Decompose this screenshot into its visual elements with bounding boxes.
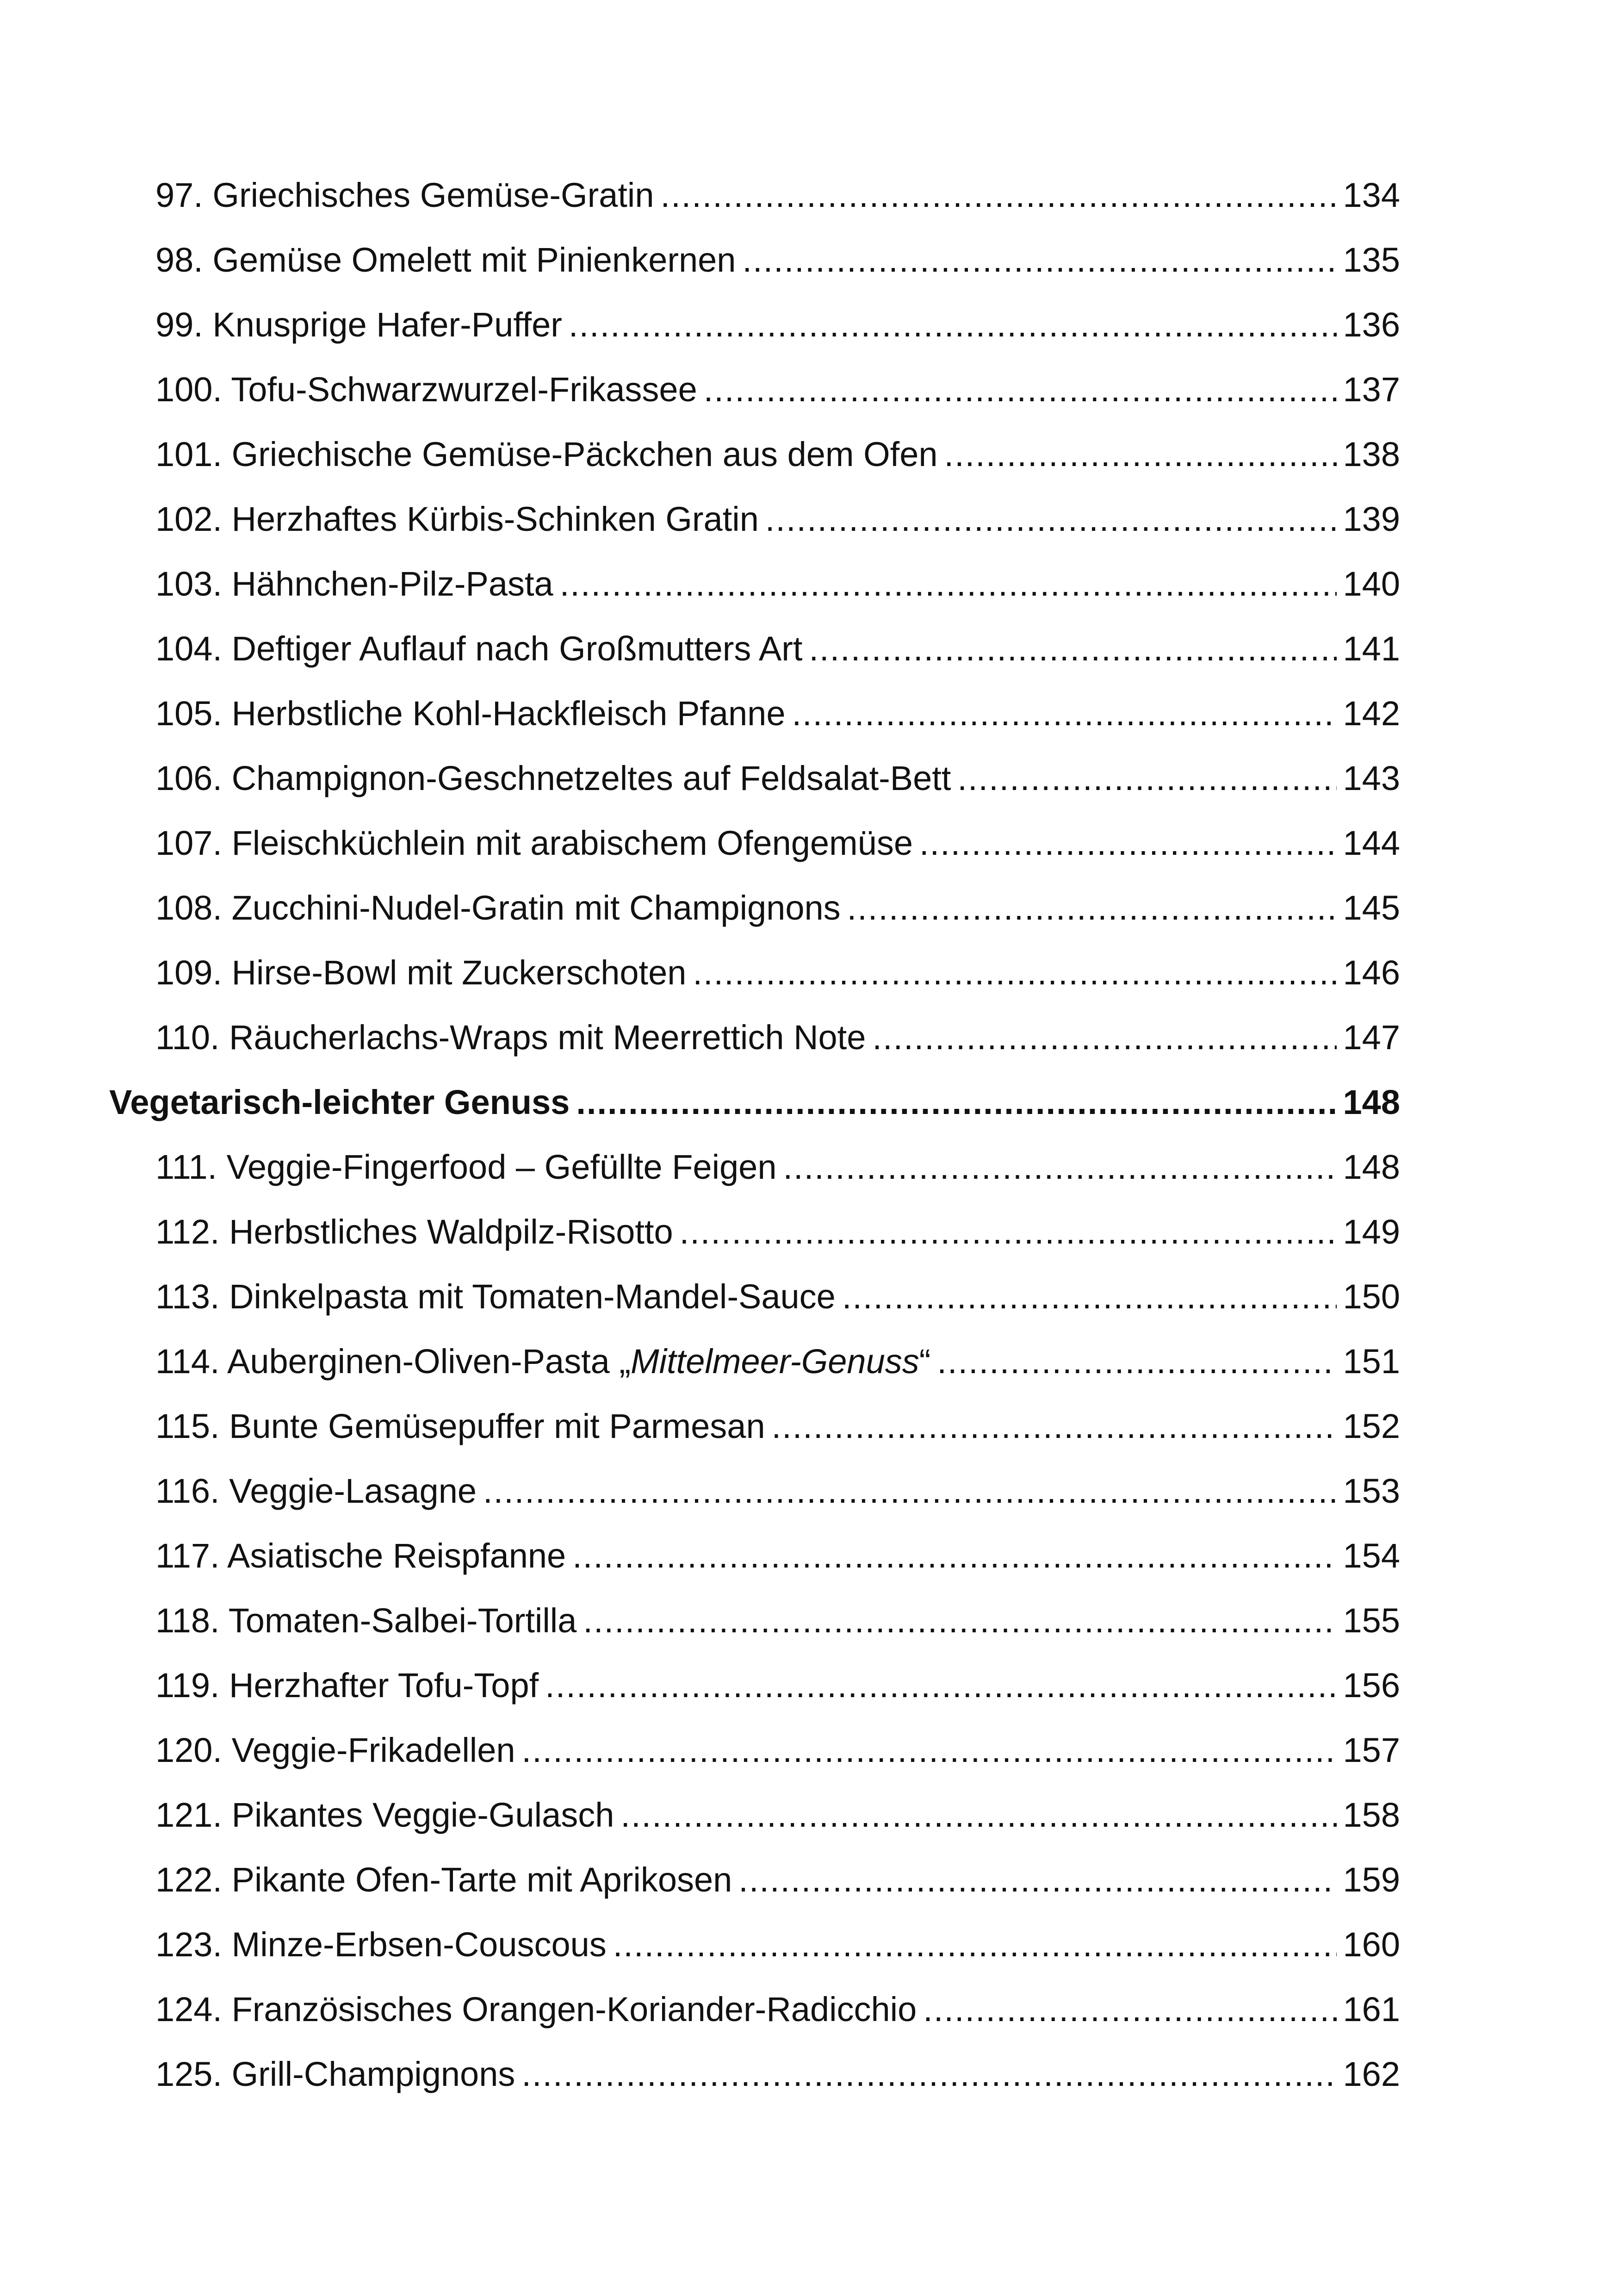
- toc-entry-title: 112. Herbstliches Waldpilz-Risotto: [155, 1213, 673, 1251]
- toc-entry-title: 102. Herzhaftes Kürbis-Schinken Gratin: [155, 500, 759, 538]
- dot-leader: [919, 811, 1337, 876]
- toc-entry-112[interactable]: [109, 1200, 1400, 1264]
- toc-entry-title: 124. Französisches Orangen-Koriander-Radicchio: [155, 1990, 917, 2028]
- toc-entry-title: 105. Herbstliche Kohl-Hackfleisch Pfanne: [155, 694, 786, 733]
- dot-leader: [572, 1524, 1336, 1588]
- toc-entry-title: 99. Knusprige Hafer-Puffer: [155, 305, 562, 344]
- toc-entry-title: 123. Minze-Erbsen-Couscous: [155, 1925, 607, 1964]
- toc-page-number: 141: [1343, 629, 1400, 668]
- toc-page-number: 146: [1343, 953, 1400, 992]
- toc-entry-title: 108. Zucchini-Nudel-Gratin mit Champignons: [155, 889, 841, 927]
- dot-leader: [545, 1653, 1336, 1718]
- toc-page-number: 162: [1343, 2055, 1400, 2093]
- toc-entry-title: 104. Deftiger Auflauf nach Großmutters Art: [155, 629, 803, 668]
- dot-leader: [742, 228, 1336, 292]
- toc-entry-125[interactable]: [109, 2042, 1400, 2107]
- toc-page-number: 150: [1343, 1277, 1400, 1316]
- toc-page-number: 144: [1343, 824, 1400, 862]
- dot-leader: [483, 1459, 1337, 1524]
- toc-entry-124[interactable]: [109, 1977, 1400, 2042]
- toc-entry-121[interactable]: [109, 1783, 1400, 1848]
- toc-entry-title: 100. Tofu-Schwarzwurzel-Frikassee: [155, 370, 697, 409]
- toc-entry-title-suffix: “: [919, 1342, 931, 1381]
- toc-entry-100[interactable]: [109, 357, 1400, 422]
- dot-leader: [842, 1264, 1337, 1329]
- toc-page-number: 152: [1343, 1407, 1400, 1445]
- toc-page-number: 159: [1343, 1860, 1400, 1899]
- toc-page-number: 156: [1343, 1666, 1400, 1705]
- toc-entry-title: 125. Grill-Champignons: [155, 2055, 515, 2093]
- toc-page-number: 137: [1343, 370, 1400, 409]
- toc-entry-title: [155, 1329, 930, 1394]
- toc-entry-title: 107. Fleischküchlein mit arabischem Ofengemüse: [155, 824, 913, 862]
- table-of-contents: [109, 163, 1400, 2107]
- dot-leader: [560, 552, 1337, 616]
- toc-page-number: 161: [1343, 1990, 1400, 2028]
- toc-entry-title: 121. Pikantes Veggie-Gulasch: [155, 1796, 614, 1834]
- toc-page-number: 140: [1343, 565, 1400, 603]
- toc-page-number: 139: [1343, 500, 1400, 538]
- dot-leader: [613, 1912, 1337, 1977]
- toc-entry-title: 116. Veggie-Lasagne: [155, 1472, 477, 1510]
- toc-entry-102[interactable]: [109, 487, 1400, 552]
- toc-page-number: 160: [1343, 1925, 1400, 1964]
- toc-entry-title: 98. Gemüse Omelett mit Pinienkernen: [155, 241, 736, 279]
- dot-leader: [783, 1135, 1336, 1200]
- toc-entry-title: 117. Asiatische Reispfanne: [155, 1537, 566, 1575]
- toc-page-number: 138: [1343, 435, 1400, 473]
- dot-leader: [809, 616, 1336, 681]
- toc-entry-title: 120. Veggie-Frikadellen: [155, 1731, 515, 1769]
- dot-leader: [620, 1783, 1336, 1848]
- toc-entry-title-prefix: 114. Auberginen-Oliven-Pasta „: [155, 1342, 631, 1381]
- toc-page-number: 142: [1343, 694, 1400, 733]
- toc-entry-title: 113. Dinkelpasta mit Tomaten-Mandel-Sauce: [155, 1277, 836, 1316]
- dot-leader: [522, 1718, 1337, 1783]
- toc-entry-105[interactable]: [109, 681, 1400, 746]
- dot-leader: [521, 2042, 1336, 2107]
- toc-page-number: 134: [1343, 176, 1400, 214]
- toc-entry-title: 106. Champignon-Geschnetzeltes auf Feldsalat-Bett: [155, 759, 951, 797]
- toc-page-number: 148: [1343, 1083, 1400, 1121]
- toc-entry-title: 115. Bunte Gemüsepuffer mit Parmesan: [155, 1407, 765, 1445]
- toc-entry-97[interactable]: [109, 163, 1400, 228]
- toc-entry-115[interactable]: [109, 1394, 1400, 1459]
- toc-page-number: 158: [1343, 1796, 1400, 1834]
- toc-page-number: 135: [1343, 241, 1400, 279]
- toc-entry-122[interactable]: [109, 1848, 1400, 1912]
- toc-page-number: 151: [1343, 1342, 1400, 1381]
- dot-leader: [847, 876, 1337, 940]
- toc-entry-99[interactable]: [109, 292, 1400, 357]
- dot-leader: [738, 1848, 1336, 1912]
- toc-entry-114[interactable]: [109, 1329, 1400, 1394]
- toc-entry-title: 118. Tomaten-Salbei-Tortilla: [155, 1601, 577, 1640]
- toc-entry-title-italic: Mittelmeer-Genuss: [631, 1342, 919, 1381]
- toc-entry-109[interactable]: [109, 940, 1400, 1005]
- dot-leader: [937, 1329, 1336, 1394]
- toc-entry-108[interactable]: [109, 876, 1400, 940]
- dot-leader: [765, 487, 1337, 552]
- dot-leader: [704, 357, 1337, 422]
- toc-entry-98[interactable]: [109, 228, 1400, 292]
- toc-page-number: 147: [1343, 1018, 1400, 1057]
- toc-entry-title: 109. Hirse-Bowl mit Zuckerschoten: [155, 953, 687, 992]
- toc-page-number: 154: [1343, 1537, 1400, 1575]
- dot-leader: [792, 681, 1336, 746]
- toc-page-number: 143: [1343, 759, 1400, 797]
- dot-leader: [583, 1588, 1336, 1653]
- toc-entry-111[interactable]: [109, 1135, 1400, 1200]
- toc-page-number: 157: [1343, 1731, 1400, 1769]
- toc-page-number: 148: [1343, 1148, 1400, 1186]
- toc-entry-118[interactable]: [109, 1588, 1400, 1653]
- toc-page-number: 145: [1343, 889, 1400, 927]
- dot-leader: [569, 292, 1337, 357]
- toc-entry-107[interactable]: [109, 811, 1400, 876]
- toc-entry-title: 97. Griechisches Gemüse-Gratin: [155, 176, 654, 214]
- dot-leader: [680, 1200, 1337, 1264]
- toc-section-title: Vegetarisch-leichter Genuss: [109, 1083, 570, 1121]
- dot-leader: [661, 163, 1337, 228]
- dot-leader: [576, 1070, 1336, 1135]
- toc-entry-120[interactable]: [109, 1718, 1400, 1783]
- dot-leader: [944, 422, 1337, 487]
- toc-entry-101[interactable]: [109, 422, 1400, 487]
- toc-entry-title: 110. Räucherlachs-Wraps mit Meerrettich Note: [155, 1018, 866, 1057]
- toc-page-number: 155: [1343, 1601, 1400, 1640]
- toc-entry-103[interactable]: [109, 552, 1400, 616]
- toc-section-vegetarisch[interactable]: [109, 1070, 1400, 1135]
- toc-entry-title: 103. Hähnchen-Pilz-Pasta: [155, 565, 553, 603]
- toc-page-number: 153: [1343, 1472, 1400, 1510]
- dot-leader: [772, 1394, 1337, 1459]
- toc-entry-110[interactable]: [109, 1005, 1400, 1070]
- dot-leader: [693, 940, 1336, 1005]
- toc-page-number: 136: [1343, 305, 1400, 344]
- toc-entry-119[interactable]: [109, 1653, 1400, 1718]
- toc-entry-title: 119. Herzhafter Tofu-Topf: [155, 1666, 539, 1705]
- toc-entry-113[interactable]: [109, 1264, 1400, 1329]
- dot-leader: [957, 746, 1336, 811]
- toc-entry-title: 101. Griechische Gemüse-Päckchen aus dem Ofen: [155, 435, 938, 473]
- toc-page-number: 149: [1343, 1213, 1400, 1251]
- toc-entry-title: 122. Pikante Ofen-Tarte mit Aprikosen: [155, 1860, 732, 1899]
- toc-entry-117[interactable]: [109, 1524, 1400, 1588]
- toc-entry-title: 111. Veggie-Fingerfood – Gefüllte Feigen: [155, 1148, 777, 1186]
- dot-leader: [872, 1005, 1336, 1070]
- toc-entry-123[interactable]: [109, 1912, 1400, 1977]
- toc-entry-104[interactable]: [109, 616, 1400, 681]
- dot-leader: [923, 1977, 1336, 2042]
- toc-entry-106[interactable]: [109, 746, 1400, 811]
- toc-entry-116[interactable]: [109, 1459, 1400, 1524]
